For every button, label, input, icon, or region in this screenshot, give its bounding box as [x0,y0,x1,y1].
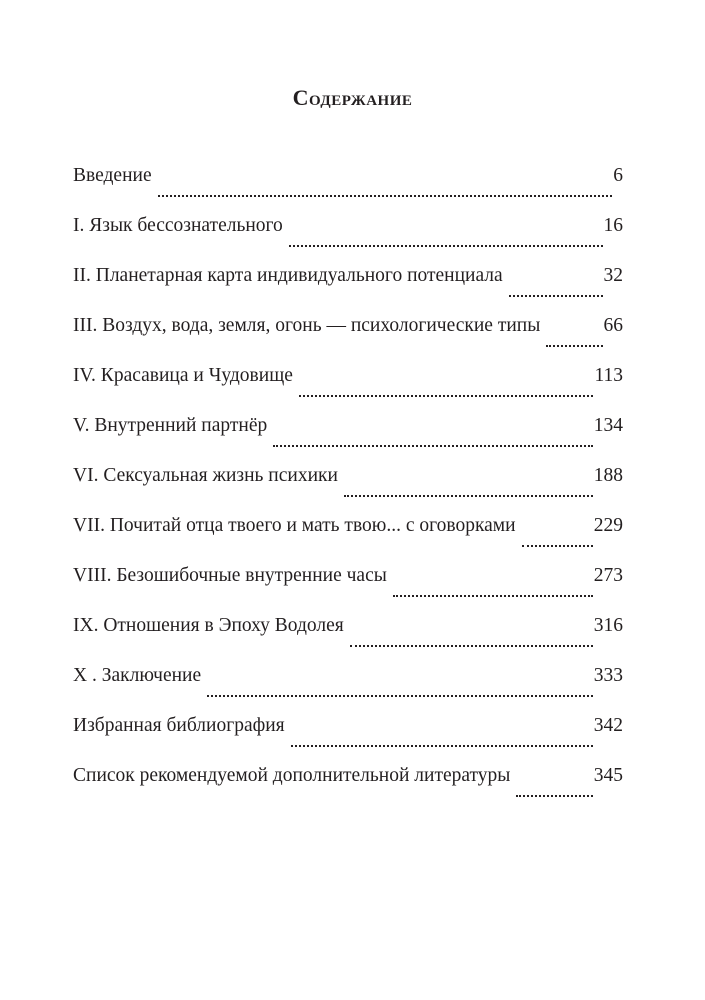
toc-entry [73,511,623,561]
toc-entry-title: I. Язык бессознательного [73,215,283,236]
toc-entry-title: Введение [73,165,152,186]
toc-entry-page-number: 6 [613,165,623,186]
toc-entry-title: IV. Красавица и Чудовище [73,365,293,386]
dot-leader [289,244,603,247]
toc-entry-page-number: 345 [593,765,623,786]
dot-leader [344,494,593,497]
toc-entry [73,211,623,261]
toc-entry-page-number: 342 [593,715,623,736]
dot-leader [158,194,613,197]
toc-entry-page-number: 134 [593,415,623,436]
toc-entry [73,411,623,461]
toc-entry [73,261,623,311]
table-of-contents [73,161,623,811]
toc-entry [73,161,623,211]
dot-leader [546,344,602,347]
toc-entry [73,711,623,761]
toc-entry-title: VI. Сексуальная жизнь психики [73,465,338,486]
toc-entry [73,611,623,661]
toc-entry-page-number: 32 [603,265,623,286]
dot-leader [207,694,593,697]
toc-entry-title: Список рекомендуемой дополнительной литературы [73,765,511,786]
dot-leader [522,544,593,547]
toc-entry-page-number: 229 [593,515,623,536]
toc-entry-page-number: 113 [594,365,623,386]
dot-leader [299,394,594,397]
page-title: Содержание [292,85,413,110]
toc-entry [73,311,623,361]
toc-entry-title: II. Планетарная карта индивидуального потенциала [73,265,503,286]
dot-leader [509,294,603,297]
toc-entry-title: V. Внутренний партнёр [73,415,268,436]
dot-leader [516,794,592,797]
dot-leader [350,644,593,647]
toc-entry-page-number: 316 [593,615,623,636]
toc-entry-title: VIII. Безошибочные внутренние часы [73,565,387,586]
toc-entry [73,461,623,511]
dot-leader [393,594,593,597]
dot-leader [273,444,593,447]
toc-entry-title: VII. Почитай отца твоего и мать твою... с оговорками [73,515,516,536]
toc-entry [73,661,623,711]
toc-entry-title: X . Заключение [73,665,202,686]
toc-entry-page-number: 66 [603,315,623,336]
toc-entry [73,561,623,611]
toc-entry-page-number: 16 [603,215,623,236]
dot-leader [291,744,593,747]
toc-entry-title: IX. Отношения в Эпоху Водолея [73,615,344,636]
toc-entry-page-number: 273 [593,565,623,586]
toc-entry [73,761,623,811]
toc-entry-page-number: 188 [593,465,623,486]
toc-entry-title: Избранная библиография [73,715,285,736]
toc-entry [73,361,623,411]
toc-entry-page-number: 333 [593,665,623,686]
toc-entry-title: III. Воздух, вода, земля, огонь — психологические типы [73,315,541,336]
